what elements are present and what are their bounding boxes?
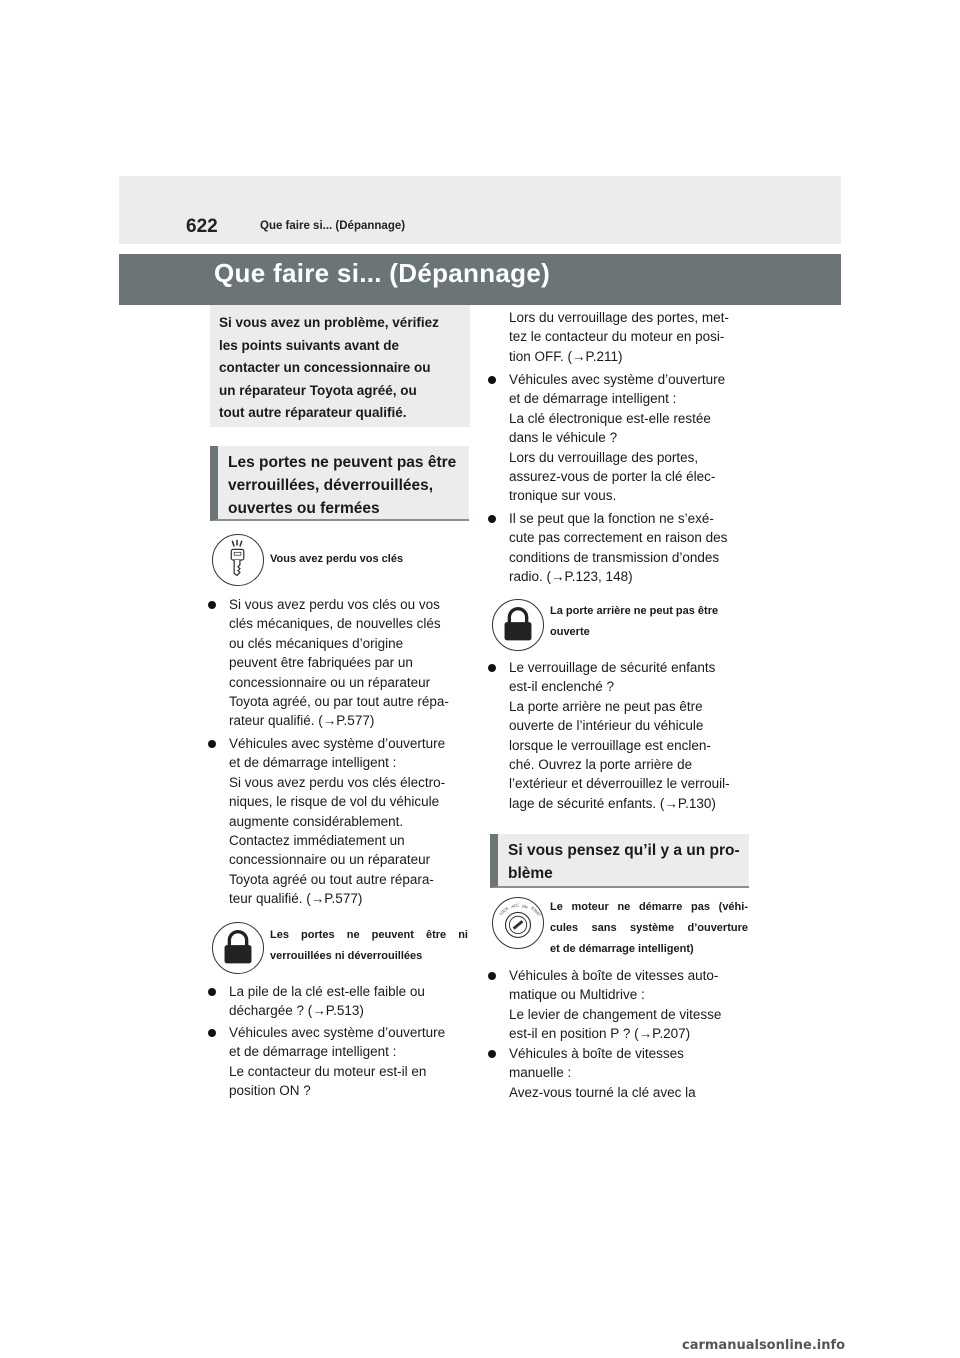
key-icon bbox=[212, 534, 264, 586]
text-line: Véhicules avec système d’ouverture bbox=[229, 736, 446, 751]
list-item bbox=[229, 1023, 445, 1101]
text-line: matique ou Multidrive : bbox=[509, 987, 645, 1003]
list-item bbox=[509, 966, 721, 1044]
text-line: Lors du verrouillage des portes, bbox=[509, 449, 699, 465]
padlock-icon bbox=[492, 599, 544, 651]
text-line: concessionnaire ou un réparateur bbox=[229, 674, 431, 690]
ignition-label-acc: ACC bbox=[510, 903, 520, 910]
text-line: ché. Ouvrez la porte arrière de bbox=[509, 757, 693, 773]
text-line: Le contacteur du moteur est-il en bbox=[229, 1063, 427, 1079]
text-line: position ON ? bbox=[229, 1083, 311, 1099]
section-heading-line: verrouillées, déverrouillées, bbox=[228, 477, 434, 494]
intro-line: contacter un concessionnaire ou bbox=[219, 360, 431, 376]
list-item bbox=[229, 982, 425, 1021]
section-heading-doors bbox=[210, 446, 469, 521]
text-line: et de démarrage intelligent : bbox=[509, 391, 677, 407]
text-line: Contactez immédiatement un bbox=[229, 833, 405, 849]
text-line: tez le contacteur du moteur en posi- bbox=[509, 329, 725, 345]
sub-heading-line: Le moteur ne démarre pas (véhi- bbox=[550, 901, 748, 913]
bullet-icon bbox=[208, 988, 216, 996]
intro-line: Si vous avez un problème, vérifiez bbox=[219, 315, 439, 330]
text-line: et de démarrage intelligent : bbox=[229, 1044, 397, 1060]
text-line: l’extérieur et déverrouillez le verrouil- bbox=[509, 776, 730, 792]
text-line: Le verrouillage de sécurité enfants bbox=[509, 660, 716, 675]
text-line: Toyota agréé, ou par tout autre répa- bbox=[229, 694, 449, 710]
text-line: ou clés mécaniques d’origine bbox=[229, 635, 404, 651]
continuation-text bbox=[509, 308, 729, 366]
bullet-icon bbox=[488, 1050, 496, 1058]
sub-heading-line: verrouillées ni déverrouillées bbox=[270, 950, 423, 962]
text-line: cute pas correctement en raison des bbox=[509, 530, 728, 546]
text-line: clés mécaniques, de nouvelles clés bbox=[229, 616, 441, 632]
sub-heading-line: Les portes ne peuvent être ni bbox=[270, 929, 468, 941]
intro-line: tout autre réparateur qualifié. bbox=[219, 405, 407, 421]
padlock-icon bbox=[212, 922, 264, 974]
text-line: Le levier de changement de vitesse bbox=[509, 1006, 722, 1022]
text-line: niques, le risque de vol du véhicule bbox=[229, 794, 440, 810]
section-heading-line: ouvertes ou fermées bbox=[228, 500, 380, 517]
text-line: ouverte de l’intérieur du véhicule bbox=[509, 718, 704, 734]
section-heading-line: blème bbox=[508, 865, 553, 882]
bullet-icon bbox=[488, 972, 496, 980]
sub-heading-rear-door bbox=[550, 601, 718, 643]
list-item bbox=[229, 734, 445, 909]
bullet-icon bbox=[208, 601, 216, 609]
text-line: Si vous avez perdu vos clés ou vos bbox=[229, 597, 440, 612]
section-heading-line: Si vous pensez qu’il y a un pro- bbox=[508, 842, 740, 859]
list-item bbox=[229, 595, 449, 731]
text-line: La pile de la clé est-elle faible ou bbox=[229, 984, 425, 999]
list-item bbox=[509, 509, 727, 587]
bullet-icon bbox=[488, 664, 496, 672]
intro-line: un réparateur Toyota agréé, ou bbox=[219, 382, 417, 398]
text-line: Véhicules avec système d’ouverture bbox=[509, 372, 726, 387]
text-line: manuelle : bbox=[509, 1065, 572, 1081]
bullet-icon bbox=[208, 1029, 216, 1037]
bullet-icon bbox=[208, 740, 216, 748]
watermark[interactable]: carmanualsonline.info bbox=[682, 1338, 846, 1353]
bullet-icon bbox=[488, 376, 496, 384]
running-head: Que faire si... (Dépannage) bbox=[260, 220, 406, 232]
bullet-icon bbox=[488, 515, 496, 523]
text-line: Véhicules à boîte de vitesses auto- bbox=[509, 968, 719, 983]
text-line: est-il enclenché ? bbox=[509, 679, 615, 695]
sub-heading-doors-lock bbox=[270, 925, 468, 967]
sub-heading-line: cules sans système d’ouverture bbox=[550, 922, 748, 934]
list-item bbox=[509, 370, 725, 506]
sub-heading-line: et de démarrage intelligent) bbox=[550, 943, 694, 955]
ignition-label-lock: LOCK bbox=[498, 906, 510, 917]
text-line: Il se peut que la fonction ne s’exé- bbox=[509, 511, 714, 526]
sub-heading-line: La porte arrière ne peut pas être bbox=[550, 605, 719, 617]
ignition-label-start: START bbox=[530, 905, 542, 918]
sub-heading-line: ouverte bbox=[550, 626, 590, 638]
text-line: radio. (→P.123, 148) bbox=[509, 569, 633, 585]
text-line: Véhicules avec système d’ouverture bbox=[229, 1025, 446, 1040]
text-line: déchargée ? (→P.513) bbox=[229, 1003, 364, 1019]
text-line: concessionnaire ou un réparateur bbox=[229, 852, 431, 868]
list-item bbox=[509, 658, 730, 813]
text-line: lage de sécurité enfants. (→P.130) bbox=[509, 795, 716, 811]
text-line: conditions de transmission d’ondes bbox=[509, 549, 720, 565]
ignition-label-on: ON bbox=[521, 904, 528, 910]
intro-text bbox=[219, 312, 467, 425]
text-line: augmente considérablement. bbox=[229, 813, 404, 829]
text-line: tion OFF. (→P.211) bbox=[509, 348, 623, 364]
text-line: La clé électronique est-elle restée bbox=[509, 410, 711, 426]
text-line: et de démarrage intelligent : bbox=[229, 755, 397, 771]
text-line: teur qualifié. (→P.577) bbox=[229, 891, 363, 907]
section-heading-line: Les portes ne peuvent pas être bbox=[228, 454, 457, 471]
section-heading-problem bbox=[490, 834, 749, 888]
intro-line: les points suivants avant de bbox=[219, 337, 400, 353]
text-line: Avez-vous tourné la clé avec la bbox=[509, 1084, 696, 1100]
text-line: assurez-vous de porter la clé élec- bbox=[509, 469, 716, 485]
text-line: peuvent être fabriquées par un bbox=[229, 655, 413, 671]
page-title: Que faire si... (Dépannage) bbox=[214, 258, 551, 288]
text-line: dans le véhicule ? bbox=[509, 430, 618, 446]
text-line: La porte arrière ne peut pas être bbox=[509, 698, 703, 714]
text-line: Lors du verrouillage des portes, met- bbox=[509, 310, 729, 325]
header-band bbox=[119, 176, 841, 244]
text-line: est-il en position P ? (→P.207) bbox=[509, 1026, 691, 1042]
text-line: Véhicules à boîte de vitesses bbox=[509, 1046, 684, 1061]
ignition-switch-icon bbox=[492, 897, 544, 949]
text-line: tronique sur vous. bbox=[509, 488, 617, 504]
sub-heading-lost-keys: Vous avez perdu vos clés bbox=[270, 553, 404, 565]
text-line: lorsque le verrouillage est enclen- bbox=[509, 737, 711, 753]
sub-heading-engine bbox=[550, 897, 748, 960]
text-line: Si vous avez perdu vos clés électro- bbox=[229, 774, 446, 790]
list-item bbox=[509, 1044, 696, 1102]
text-line: rateur qualifié. (→P.577) bbox=[229, 713, 375, 729]
text-line: Toyota agréé ou tout autre répara- bbox=[229, 871, 434, 887]
page-number: 622 bbox=[186, 216, 218, 237]
